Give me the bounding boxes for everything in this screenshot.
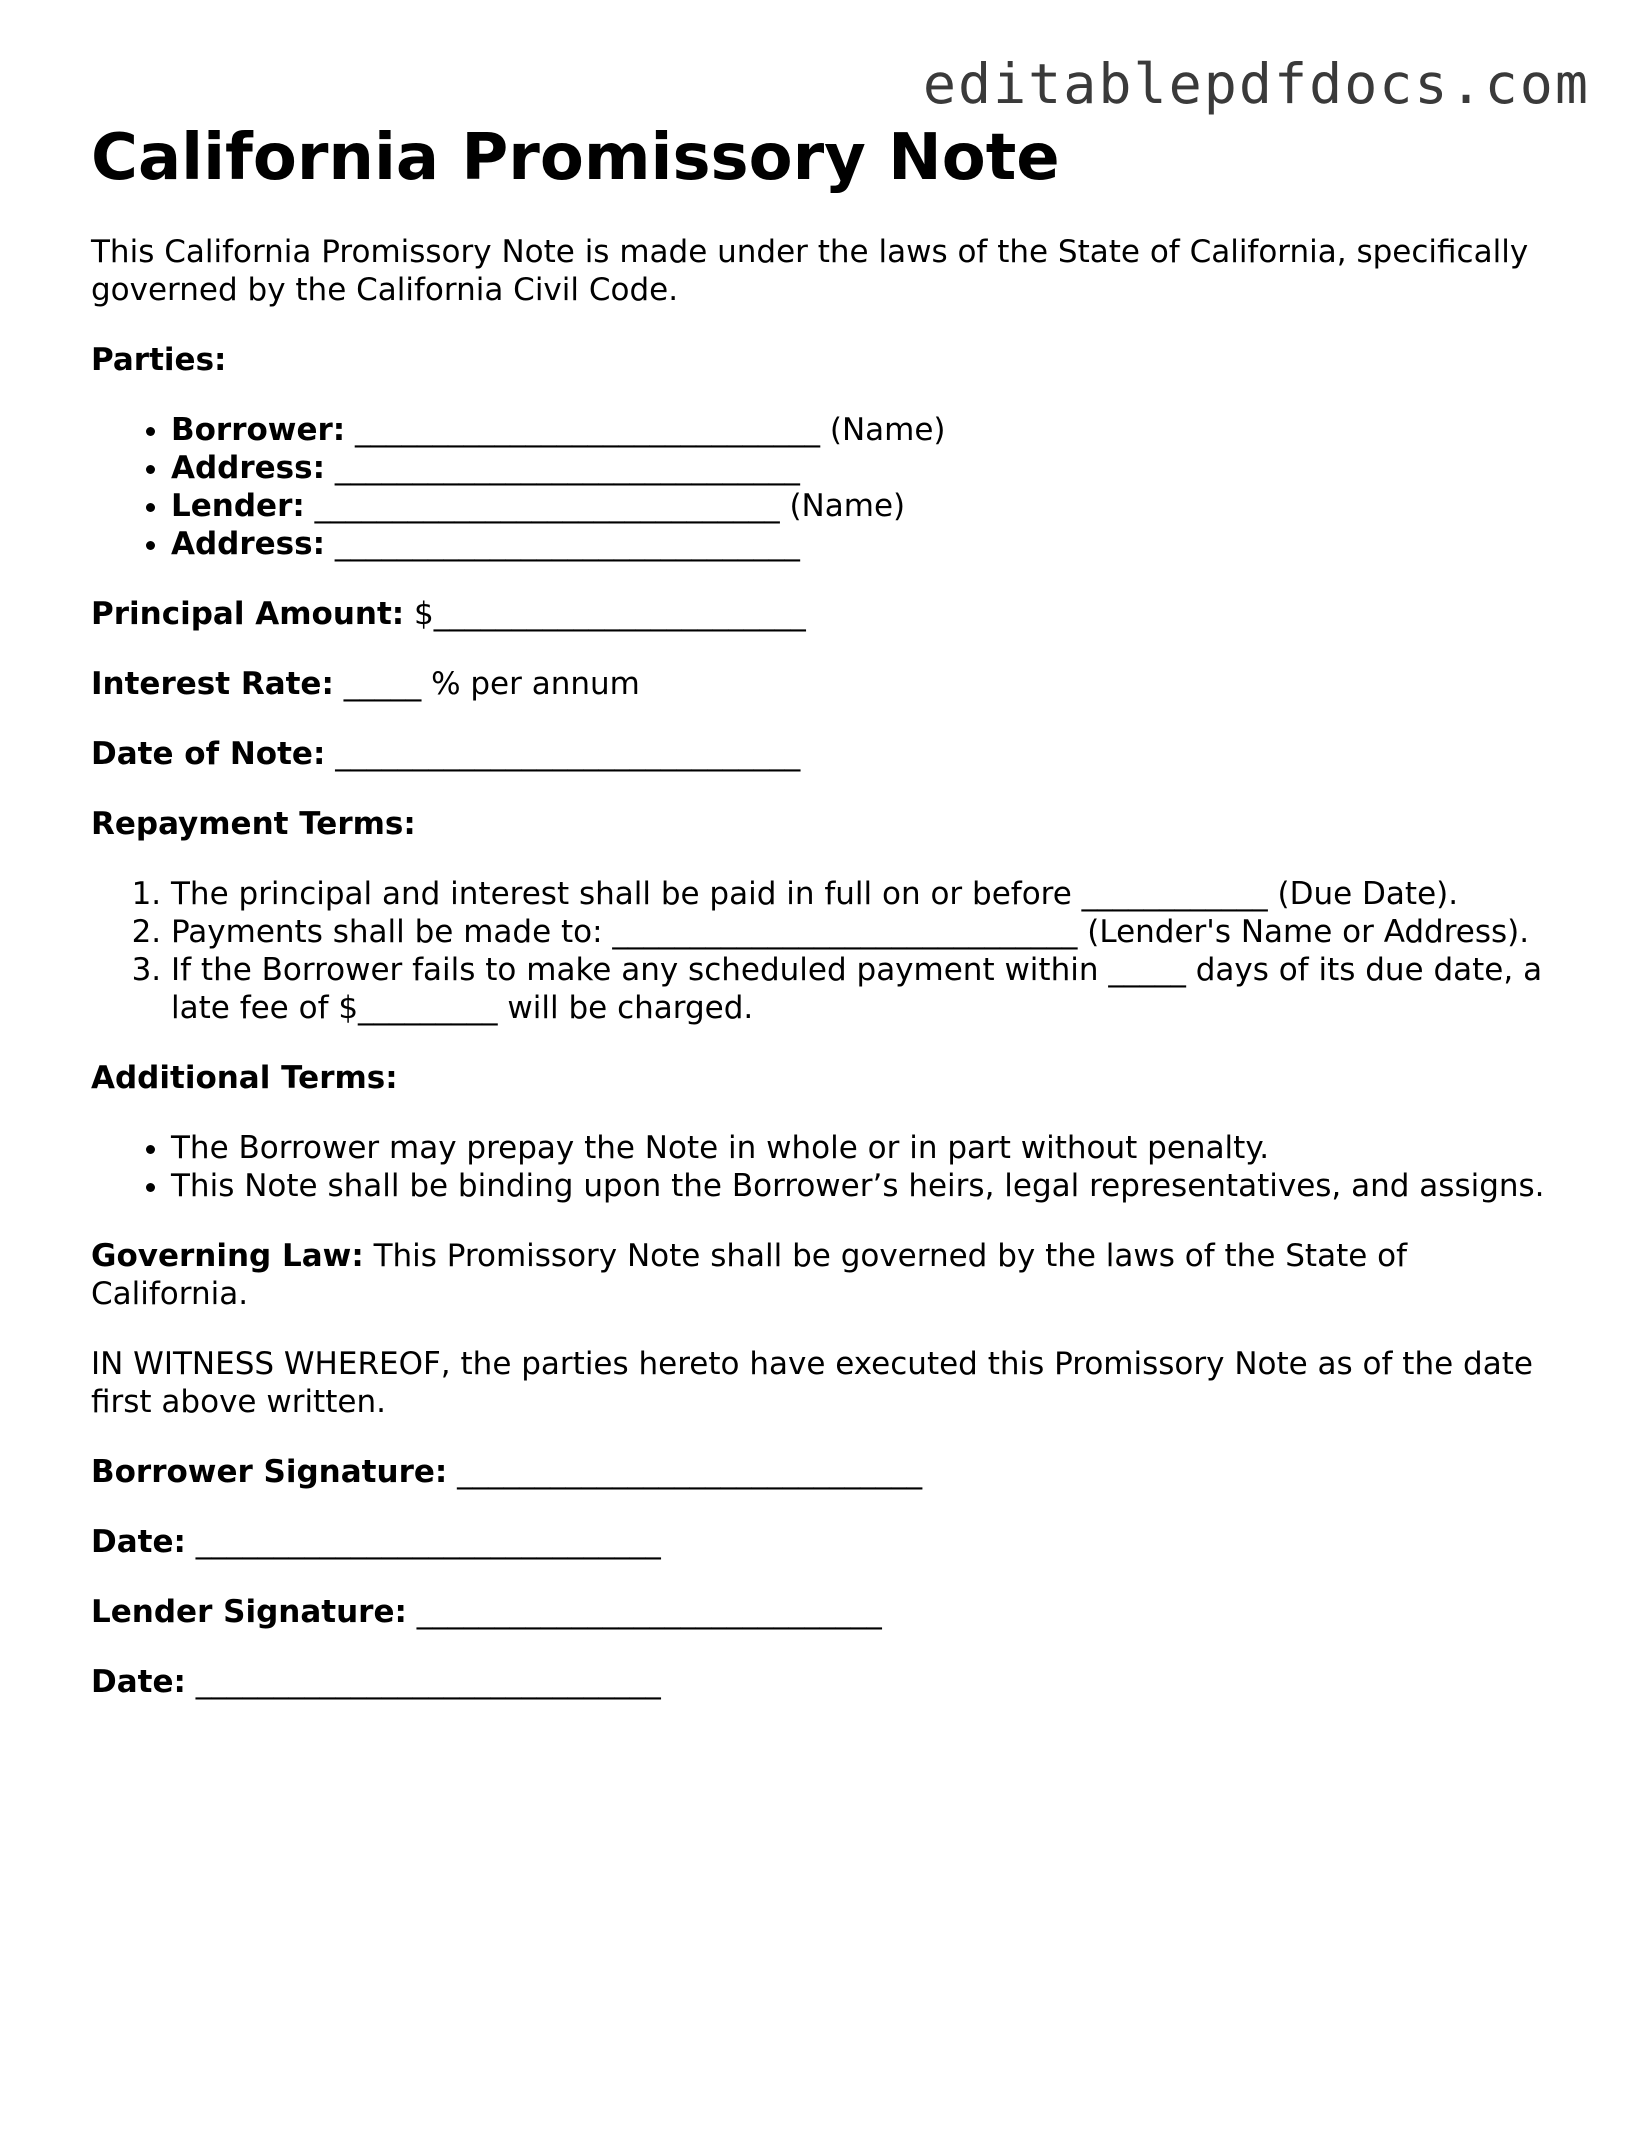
party-label: Address: [171,526,325,562]
additional-list [91,1129,1561,1205]
parties-list [91,411,1561,563]
party-borrower-address [171,449,1561,487]
signature-label: Lender Signature: [91,1594,407,1630]
signature-label: Borrower Signature: [91,1454,448,1490]
borrower-name-field[interactable]: ______________________________ [355,412,821,448]
repayment-term: 2. Payments shall be made to: ______________________________ (Lender's Name or Address). [171,913,1561,951]
date-of-note-label: Date of Note: [91,736,326,772]
principal-row [91,595,1561,633]
document-title: California Promissory Note [91,121,1060,195]
party-lender-address [171,525,1561,563]
intro-paragraph: This California Promissory Note is made under the laws of the State of California, specifically governed by the California Civil Code. [91,234,1529,308]
document-page [91,118,1561,1701]
principal-label: Principal Amount: [91,596,405,632]
repayment-term: 1. The principal and interest shall be paid in full on or before ____________ (Due Date). [171,875,1561,913]
lender-signature-row [91,1593,1561,1631]
party-borrower [171,411,1561,449]
party-suffix: (Name) [820,412,946,448]
party-label: Lender: [171,488,305,524]
lender-date-row [91,1663,1561,1701]
witness-paragraph: IN WITNESS WHEREOF, the parties hereto have executed this Promissory Note as of the date first above written. [91,1346,1533,1420]
watermark: editablepdfdocs.com [922,52,1590,116]
borrower-signature-row [91,1453,1561,1491]
lender-name-field[interactable]: ______________________________ [314,488,780,524]
governing-law-text: This Promissory Note shall be governed by the laws of the State of California. [91,1238,1408,1312]
signature-label: Date: [91,1524,186,1560]
additional-term: • The Borrower may prepay the Note in whole or in part without penalty. [171,1129,1561,1167]
borrower-signature-field[interactable]: ______________________________ [457,1454,923,1490]
interest-label: Interest Rate: [91,666,334,702]
interest-row [91,665,1561,703]
borrower-date-field[interactable]: ______________________________ [195,1524,661,1560]
repayment-term: 3. If the Borrower fails to make any scheduled payment within _____ days of its due date, a late fee of $_________ will be charged. [171,951,1561,1027]
party-label: Address: [171,450,325,486]
principal-amount-field[interactable]: $________________________ [414,596,806,632]
date-of-note-row [91,735,1561,773]
party-lender [171,487,1561,525]
party-suffix: (Name) [779,488,906,524]
interest-rate-field[interactable]: _____ % per annum [343,666,640,702]
parties-heading: Parties: [91,342,227,378]
party-label: Borrower: [171,412,346,448]
governing-law-paragraph [91,1237,1561,1313]
lender-address-field[interactable]: ______________________________ [334,526,800,562]
repayment-heading: Repayment Terms: [91,806,416,842]
lender-date-field[interactable]: ______________________________ [195,1664,661,1700]
borrower-address-field[interactable]: ______________________________ [334,450,800,486]
signature-label: Date: [91,1664,186,1700]
governing-law-label: Governing Law: [91,1238,364,1274]
lender-signature-field[interactable]: ______________________________ [416,1594,882,1630]
date-of-note-field[interactable]: ______________________________ [335,736,801,772]
repayment-list [91,875,1561,1027]
additional-term: • This Note shall be binding upon the Borrower’s heirs, legal representatives, and assigns. [171,1167,1561,1205]
borrower-date-row [91,1523,1561,1561]
additional-heading: Additional Terms: [91,1060,398,1096]
